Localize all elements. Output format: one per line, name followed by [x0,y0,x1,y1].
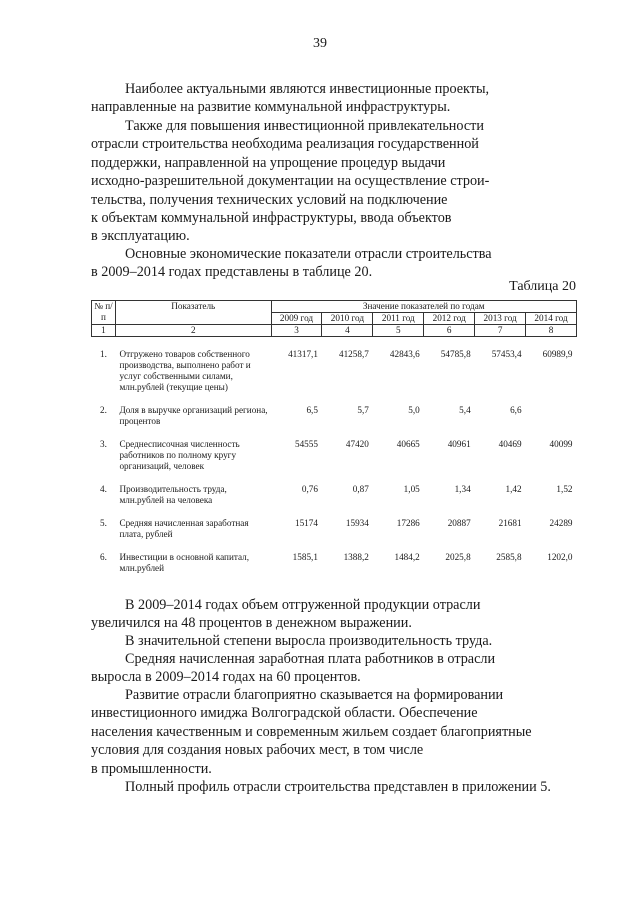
row-value: 54785,8 [440,349,471,359]
para-line: к объектам коммунальной инфраструктуры, ввода объектов [91,210,452,227]
header-year: 2014 год [526,313,577,325]
column-number: 6 [424,325,475,337]
paragraph-investment-projects [91,80,576,117]
row-value: 1,52 [556,484,573,494]
header-year: 2012 год [424,313,475,325]
para-line: выросла в 2009–2014 годах на 60 процентов. [91,669,361,686]
indicators-table [91,300,577,574]
para-line: Полный профиль отрасли строительства представлен в приложении 5. [125,779,551,795]
row-indicator: Инвестиции в основной капитал, млн.рублей [119,552,250,573]
row-value: 6,6 [510,405,522,415]
row-num: 6. [100,552,107,562]
header-indicator: Показатель [115,301,271,325]
row-value: 40961 [447,439,471,449]
para-line: увеличился на 48 процентов в денежном выражении. [91,615,412,632]
paragraph-shipped-products [91,596,576,633]
row-value: 47420 [345,439,369,449]
row-value: 1585,1 [292,552,318,562]
row-value: 1,05 [403,484,420,494]
row-value: 5,4 [459,405,471,415]
row-value: 1388,2 [343,552,369,562]
row-value: 41317,1 [288,349,318,359]
header-year: 2010 год [322,313,373,325]
para-line: населения качественным и современным жильем создает благоприятные [91,723,532,740]
row-value: 41258,7 [338,349,369,359]
row-value: 5,7 [357,405,369,415]
table-row [92,405,577,427]
table-row [92,439,577,472]
paragraph-productivity [91,632,576,650]
table-row [92,349,577,393]
page-number: 39 [313,36,327,51]
para-line: Основные экономические показатели отрасли строительства [125,246,492,262]
row-value [526,405,577,427]
column-number: 7 [475,325,526,337]
para-line: в эксплуатацию. [91,228,190,245]
row-value: 2025,8 [445,552,471,562]
para-line: Наиболее актуальными являются инвестиционные проекты, [125,81,490,97]
table-caption: Таблица 20 [509,279,576,294]
row-value: 0,76 [301,484,318,494]
para-line: исходно-разрешительной документации на осуществление строи- [91,173,490,190]
row-value: 0,87 [352,484,369,494]
row-value: 1202,0 [547,552,573,562]
para-line: в 2009–2014 годах представлены в таблице 20. [91,264,373,281]
row-value: 40469 [498,439,522,449]
row-indicator: Среднесписочная численность работников по полному кругу организаций, человек [119,439,240,471]
para-line: инвестиционного имиджа Волгоградской области. Обеспечение [91,705,478,722]
row-num: 1. [100,349,107,359]
para-line: условия для создания новых рабочих мест, в том числе [91,742,424,759]
row-value: 15174 [294,518,318,528]
table-row [92,552,577,574]
row-value: 1,42 [505,484,522,494]
row-value: 5,0 [408,405,420,415]
row-value: 40099 [549,439,573,449]
row-value: 57453,4 [491,349,522,359]
row-value: 1,34 [454,484,471,494]
header-year: 2013 год [475,313,526,325]
row-value: 15934 [345,518,369,528]
paragraph-state-support [91,117,576,246]
row-num: 4. [100,484,107,494]
column-number: 2 [115,325,271,337]
column-number: 1 [92,325,116,337]
table-row [92,518,577,540]
row-value: 42843,6 [389,349,420,359]
row-value: 24289 [549,518,573,528]
column-number: 5 [373,325,424,337]
header-year: 2011 год [373,313,424,325]
row-indicator: Производительность труда, млн.рублей на человека [119,484,227,505]
row-indicator: Доля в выручке организаций региона, процентов [119,405,268,426]
row-num: 5. [100,518,107,528]
paragraph-salary [91,650,576,687]
row-num: 2. [100,405,107,415]
row-value: 1484,2 [394,552,420,562]
paragraph-development [91,686,576,778]
para-line: поддержки, направленной на упрощение процедур выдачи [91,154,446,171]
para-line: отрасли строительства необходима реализация государственной [91,136,479,153]
table-row [92,484,577,506]
para-line: В значительной степени выросла производительность труда. [125,633,493,649]
row-value: 21681 [498,518,522,528]
paragraph-profile-reference [91,778,576,796]
row-value: 40665 [396,439,420,449]
header-num: № п/п [92,301,116,325]
para-line: Средняя начисленная заработная плата работников в отрасли [125,651,496,667]
para-line: направленные на развитие коммунальной инфраструктуры. [91,99,451,116]
row-value: 17286 [396,518,420,528]
column-number: 4 [322,325,373,337]
row-value: 60989,9 [542,349,573,359]
para-line: в промышленности. [91,760,212,777]
row-value: 2585,8 [496,552,522,562]
row-value: 6,5 [306,405,318,415]
header-year: 2009 год [271,313,322,325]
row-indicator: Средняя начисленная заработная плата, рублей [119,518,249,539]
header-group: Значение показателей по годам [271,301,576,313]
para-line: тельства, получения технических условий на подключение [91,191,448,208]
column-number: 8 [526,325,577,337]
row-num: 3. [100,439,107,449]
para-line: В 2009–2014 годах объем отгруженной продукции отрасли [125,597,481,613]
row-value: 54555 [294,439,318,449]
para-line: Развитие отрасли благоприятно сказывается на формировании [125,687,504,703]
column-number: 3 [271,325,322,337]
row-indicator: Отгружено товаров собственного производства, выполнено работ и услуг собственными силами, млн.рублей (текущие цены) [119,349,251,392]
row-value: 20887 [447,518,471,528]
paragraph-table-intro [91,245,576,282]
para-line: Также для повышения инвестиционной привлекательности [125,118,484,134]
